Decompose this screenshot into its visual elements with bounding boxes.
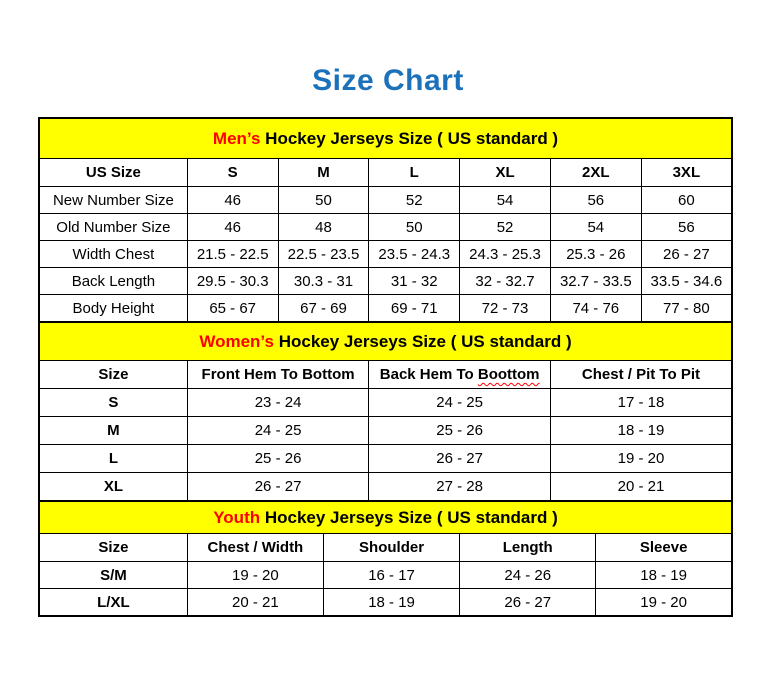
mens-size-value: 48	[278, 214, 369, 241]
mens-row-label: Width Chest	[39, 241, 187, 268]
womens-column-header: Front Hem To Bottom	[187, 361, 369, 389]
mens-size-value: 56	[641, 214, 732, 241]
mens-size-value: 29.5 - 30.3	[187, 268, 278, 295]
womens-table-row	[39, 445, 732, 473]
mens-size-value: 46	[187, 187, 278, 214]
womens-row-label: XL	[39, 473, 187, 502]
youth-table-band	[39, 501, 732, 534]
mens-title-accent: Men’s	[212, 128, 261, 148]
womens-size-value: 18 - 19	[550, 417, 732, 445]
mens-size-value: 46	[187, 214, 278, 241]
womens-row-label: M	[39, 417, 187, 445]
youth-column-header: Sleeve	[596, 534, 732, 562]
womens-table-row	[39, 473, 732, 502]
womens-header-row	[39, 361, 732, 389]
mens-size-value: 50	[369, 214, 460, 241]
mens-table-band	[39, 118, 732, 159]
mens-table-row	[39, 295, 732, 323]
youth-size-table	[38, 500, 733, 617]
page-title: Size Chart	[312, 64, 464, 97]
womens-row-label: L	[39, 445, 187, 473]
mens-size-value: 22.5 - 23.5	[278, 241, 369, 268]
womens-size-value: 17 - 18	[550, 389, 732, 417]
mens-size-table	[38, 117, 733, 323]
mens-table-row	[39, 268, 732, 295]
size-tables	[38, 117, 733, 617]
mens-table-title	[39, 118, 732, 159]
mens-size-value: 60	[641, 187, 732, 214]
mens-row-label: Back Length	[39, 268, 187, 295]
youth-size-value: 26 - 27	[460, 589, 596, 617]
mens-column-header: 2XL	[550, 159, 641, 187]
womens-table-row	[39, 417, 732, 445]
youth-size-value: 19 - 20	[596, 589, 732, 617]
youth-row-label: L/XL	[39, 589, 187, 617]
womens-size-table	[38, 321, 733, 502]
mens-size-value: 23.5 - 24.3	[369, 241, 460, 268]
youth-column-header: Chest / Width	[187, 534, 323, 562]
youth-table-row	[39, 589, 732, 617]
mens-size-value: 33.5 - 34.6	[641, 268, 732, 295]
mens-column-header: M	[278, 159, 369, 187]
youth-size-value: 18 - 19	[596, 562, 732, 589]
mens-column-header: S	[187, 159, 278, 187]
womens-column-header: Chest / Pit To Pit	[550, 361, 732, 389]
mens-row-label: New Number Size	[39, 187, 187, 214]
womens-table-row	[39, 389, 732, 417]
mens-size-value: 31 - 32	[369, 268, 460, 295]
youth-header-row	[39, 534, 732, 562]
mens-table-row	[39, 214, 732, 241]
mens-size-value: 69 - 71	[369, 295, 460, 323]
youth-row-label: S/M	[39, 562, 187, 589]
mens-size-value: 67 - 69	[278, 295, 369, 323]
youth-table-title	[39, 501, 732, 534]
womens-table-title	[39, 322, 732, 361]
womens-title-accent: Women’s	[199, 331, 274, 351]
youth-column-header: Length	[460, 534, 596, 562]
mens-size-value: 54	[460, 187, 551, 214]
mens-title-rest: Hockey Jerseys Size ( US standard )	[260, 128, 559, 148]
youth-title-rest: Hockey Jerseys Size ( US standard )	[260, 507, 558, 527]
womens-row-label: S	[39, 389, 187, 417]
youth-size-value: 16 - 17	[323, 562, 459, 589]
womens-column-header: Size	[39, 361, 187, 389]
mens-size-value: 50	[278, 187, 369, 214]
womens-size-value: 24 - 25	[187, 417, 369, 445]
mens-column-header: L	[369, 159, 460, 187]
mens-size-value: 52	[460, 214, 551, 241]
youth-title-accent: Youth	[213, 507, 261, 527]
youth-size-value: 20 - 21	[187, 589, 323, 617]
mens-size-value: 77 - 80	[641, 295, 732, 323]
womens-size-value: 25 - 26	[187, 445, 369, 473]
mens-size-value: 74 - 76	[550, 295, 641, 323]
womens-size-value: 20 - 21	[550, 473, 732, 502]
mens-size-value: 24.3 - 25.3	[460, 241, 551, 268]
mens-header-row	[39, 159, 732, 187]
mens-size-value: 56	[550, 187, 641, 214]
mens-column-header: 3XL	[641, 159, 732, 187]
mens-column-header: XL	[460, 159, 551, 187]
womens-title-rest: Hockey Jerseys Size ( US standard )	[273, 331, 572, 351]
womens-table-band	[39, 322, 732, 361]
mens-size-value: 30.3 - 31	[278, 268, 369, 295]
womens-size-value: 26 - 27	[369, 445, 551, 473]
youth-column-header: Shoulder	[323, 534, 459, 562]
mens-size-value: 26 - 27	[641, 241, 732, 268]
youth-column-header: Size	[39, 534, 187, 562]
womens-size-value: 24 - 25	[369, 389, 551, 417]
mens-size-value: 32 - 32.7	[460, 268, 551, 295]
misspelled-word: Boottom	[477, 366, 540, 383]
mens-size-value: 32.7 - 33.5	[550, 268, 641, 295]
youth-size-value: 24 - 26	[460, 562, 596, 589]
mens-row-label: Body Height	[39, 295, 187, 323]
mens-row-label: Old Number Size	[39, 214, 187, 241]
youth-table-row	[39, 562, 732, 589]
youth-size-value: 19 - 20	[187, 562, 323, 589]
mens-size-value: 72 - 73	[460, 295, 551, 323]
womens-size-value: 25 - 26	[369, 417, 551, 445]
mens-table-row	[39, 187, 732, 214]
youth-size-value: 18 - 19	[323, 589, 459, 617]
womens-column-header: Back Hem To Boottom	[369, 361, 551, 389]
mens-size-value: 21.5 - 22.5	[187, 241, 278, 268]
womens-size-value: 19 - 20	[550, 445, 732, 473]
mens-size-value: 52	[369, 187, 460, 214]
womens-size-value: 23 - 24	[187, 389, 369, 417]
mens-column-header: US Size	[39, 159, 187, 187]
mens-size-value: 25.3 - 26	[550, 241, 641, 268]
mens-size-value: 65 - 67	[187, 295, 278, 323]
womens-size-value: 27 - 28	[369, 473, 551, 502]
womens-size-value: 26 - 27	[187, 473, 369, 502]
mens-size-value: 54	[550, 214, 641, 241]
mens-table-row	[39, 241, 732, 268]
